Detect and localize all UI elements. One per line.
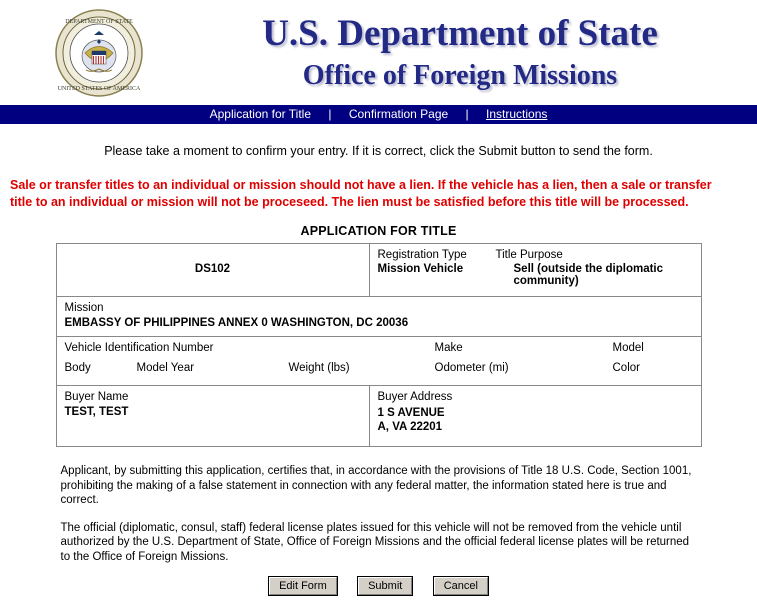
weight-label: Weight (lbs)	[288, 362, 350, 374]
buyer-address-line-1: 1 S AVENUE	[377, 407, 445, 419]
svg-text:UNITED STATES OF AMERICA: UNITED STATES OF AMERICA	[57, 86, 141, 92]
make-label: Make	[434, 342, 463, 354]
ds-number: DS102	[56, 244, 369, 297]
main-navigation	[0, 105, 757, 124]
nav-confirmation-page[interactable]: Confirmation Page	[348, 107, 449, 121]
body-label: Body	[64, 362, 91, 374]
odometer-label: Odometer (mi)	[434, 362, 509, 374]
vehicle-line-2	[65, 362, 693, 374]
nav-separator-1: |	[328, 107, 332, 121]
buyer-name-label: Buyer Name	[64, 391, 129, 403]
page-header	[0, 0, 757, 105]
buyer-name-value: TEST, TEST	[64, 406, 129, 418]
buyer-address-line-2: A, VA 22201	[377, 421, 443, 433]
vehicle-line-1	[65, 342, 693, 354]
model-year-label: Model Year	[136, 362, 195, 374]
model-label: Model	[612, 342, 644, 354]
submit-button[interactable]: Submit	[358, 577, 412, 595]
edit-form-button[interactable]: Edit Form	[269, 577, 337, 595]
department-of-state-seal-icon	[55, 9, 143, 97]
registration-labels	[378, 249, 693, 261]
buyer-address-cell	[369, 386, 701, 447]
form-actions	[0, 577, 757, 595]
nav-separator-2: |	[465, 107, 469, 121]
form-title: APPLICATION FOR TITLE	[300, 224, 457, 238]
svg-text:DEPARTMENT OF STATE: DEPARTMENT OF STATE	[65, 19, 133, 25]
legal-paragraph-1: Applicant, by submitting this application, certifies that, in accordance with the provisions of Title 18 U.S. Code, Section 1001, prohibiting the making of a false statement in connection with any federal matter, the information stated here is true and correct.	[60, 465, 692, 506]
buyer-address-label: Buyer Address	[377, 391, 453, 403]
page-subtitle: Office of Foreign Missions	[302, 60, 618, 91]
registration-type-label: Registration Type	[377, 249, 467, 261]
application-summary-table	[56, 243, 702, 447]
intro-text: Please take a moment to confirm your entry. If it is correct, click the Submit button to send the form.	[104, 144, 653, 158]
mission-label: Mission	[64, 302, 104, 314]
registration-values	[378, 263, 693, 287]
vin-label: Vehicle Identification Number	[64, 342, 214, 354]
nav-application-for-title[interactable]: Application for Title	[209, 107, 311, 121]
mission-value: EMBASSY OF PHILIPPINES ANNEX 0 WASHINGTON, DC 20036	[64, 317, 409, 329]
title-purpose-label: Title Purpose	[495, 249, 563, 261]
mission-cell	[56, 297, 701, 337]
cancel-button[interactable]: Cancel	[434, 577, 488, 595]
lien-warning-text: Sale or transfer titles to an individual or mission should not have a lien. If the vehicle has a lien, then a sale or transfer title to an individual or mission will not be proceseed. The lien must be satisfied before this title will be processed.	[10, 178, 712, 209]
table-row-buyer	[56, 386, 701, 447]
table-row-mission	[56, 297, 701, 337]
legal-text	[61, 464, 697, 564]
nav-instructions[interactable]: Instructions	[486, 107, 548, 121]
buyer-name-cell	[56, 386, 369, 447]
title-purpose-value: Sell (outside the diplomatic community)	[513, 263, 664, 287]
legal-paragraph-2: The official (diplomatic, consul, staff) federal license plates issued for this vehicle will not be removed from the vehicle until authorized by the U.S. Department of State, Office of Foreign Missions and the official federal license plates will be returned to the Office of Foreign Missions.	[60, 521, 690, 563]
header-titles	[180, 12, 740, 94]
registration-type-value: Mission Vehicle	[377, 263, 464, 275]
vehicle-cell	[56, 337, 701, 386]
page-title: U.S. Department of State	[262, 13, 658, 54]
color-label: Color	[612, 362, 640, 374]
table-row-vehicle	[56, 337, 701, 386]
registration-cell	[369, 244, 701, 297]
table-row-header	[56, 244, 701, 297]
